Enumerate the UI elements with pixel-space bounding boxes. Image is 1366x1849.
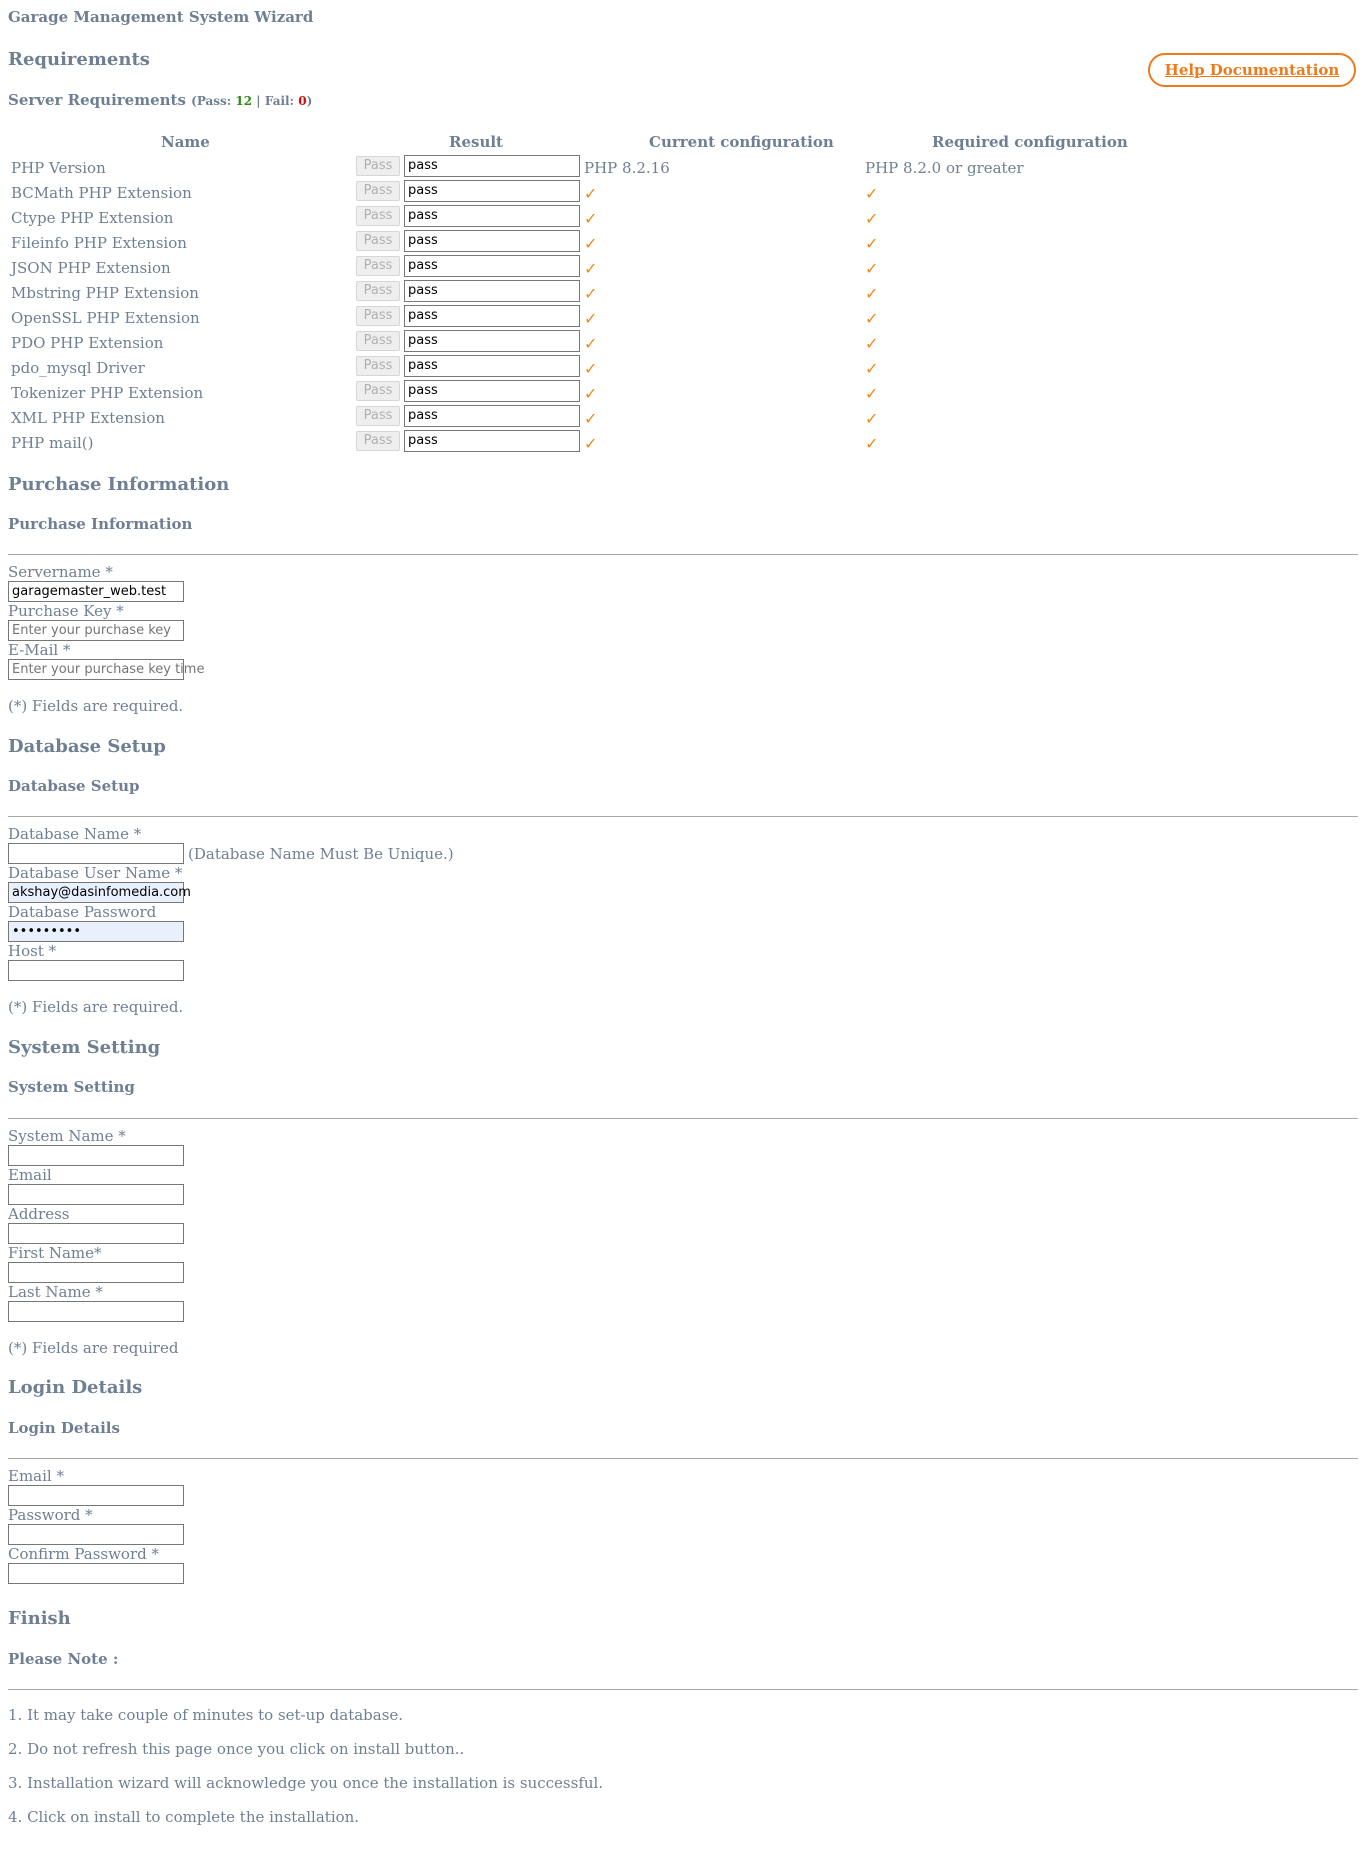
- check-icon: ✓: [584, 259, 598, 278]
- requirement-name: pdo_mysql Driver: [11, 359, 145, 377]
- result-input[interactable]: pass: [404, 430, 580, 452]
- purchase-key-input[interactable]: Enter your purchase key: [8, 620, 184, 641]
- finish-heading: Finish: [8, 1608, 71, 1629]
- check-icon: ✓: [865, 259, 879, 278]
- db-user-label: Database User Name *: [8, 864, 183, 882]
- result-input[interactable]: pass: [404, 255, 580, 277]
- current-config: PHP 8.2.16: [584, 159, 670, 177]
- db-name-hint: (Database Name Must Be Unique.): [188, 845, 454, 863]
- check-icon: ✓: [584, 434, 598, 453]
- check-icon: ✓: [865, 184, 879, 203]
- result-input[interactable]: pass: [404, 205, 580, 227]
- requirement-name: PDO PHP Extension: [11, 334, 164, 352]
- result-input[interactable]: pass: [404, 280, 580, 302]
- requirement-row: [8, 330, 1208, 355]
- note-item: 1. It may take couple of minutes to set-up database.: [8, 1706, 404, 1724]
- result-input[interactable]: pass: [404, 180, 580, 202]
- check-icon: ✓: [584, 209, 598, 228]
- requirement-row: [8, 355, 1208, 380]
- divider: [8, 1689, 1358, 1690]
- result-input[interactable]: pass: [404, 155, 580, 177]
- pass-button[interactable]: Pass: [356, 156, 400, 176]
- requirement-name: PHP Version: [11, 159, 106, 177]
- requirement-row: [8, 405, 1208, 430]
- purchase-required-note: (*) Fields are required.: [8, 697, 184, 715]
- system-name-input[interactable]: [8, 1145, 184, 1166]
- system-email-label: Email: [8, 1166, 52, 1184]
- confirm-password-input[interactable]: [8, 1563, 184, 1584]
- check-icon: ✓: [865, 434, 879, 453]
- requirement-row: [8, 205, 1208, 230]
- requirement-name: OpenSSL PHP Extension: [11, 309, 200, 327]
- login-subheading: Login Details: [8, 1419, 120, 1437]
- purchase-heading: Purchase Information: [8, 474, 230, 495]
- requirement-row: [8, 255, 1208, 280]
- check-icon: ✓: [584, 184, 598, 203]
- login-email-label: Email *: [8, 1467, 64, 1485]
- pass-button[interactable]: Pass: [356, 206, 400, 226]
- db-password-input[interactable]: •••••••••: [8, 921, 184, 942]
- first-name-label: First Name*: [8, 1244, 102, 1262]
- check-icon: ✓: [865, 409, 879, 428]
- host-input[interactable]: [8, 960, 184, 981]
- pass-count: 12: [235, 94, 253, 108]
- check-icon: ✓: [584, 359, 598, 378]
- check-icon: ✓: [865, 309, 879, 328]
- col-required: Required configuration: [932, 133, 1128, 151]
- pass-button[interactable]: Pass: [356, 181, 400, 201]
- system-heading: System Setting: [8, 1037, 161, 1058]
- system-required-note: (*) Fields are required: [8, 1339, 179, 1357]
- confirm-password-label: Confirm Password *: [8, 1545, 160, 1563]
- result-input[interactable]: pass: [404, 305, 580, 327]
- system-name-label: System Name *: [8, 1127, 126, 1145]
- result-input[interactable]: pass: [404, 380, 580, 402]
- check-icon: ✓: [584, 234, 598, 253]
- requirement-name: PHP mail(): [11, 434, 94, 452]
- pass-button[interactable]: Pass: [356, 356, 400, 376]
- check-icon: ✓: [865, 384, 879, 403]
- requirement-name: Fileinfo PHP Extension: [11, 234, 187, 252]
- col-current: Current configuration: [649, 133, 834, 151]
- result-input[interactable]: pass: [404, 230, 580, 252]
- db-password-label: Database Password: [8, 903, 157, 921]
- check-icon: ✓: [865, 234, 879, 253]
- database-required-note: (*) Fields are required.: [8, 998, 184, 1016]
- check-icon: ✓: [584, 309, 598, 328]
- pass-button[interactable]: Pass: [356, 306, 400, 326]
- result-input[interactable]: pass: [404, 330, 580, 352]
- server-requirements-title: [8, 91, 312, 109]
- last-name-input[interactable]: [8, 1301, 184, 1322]
- db-name-input[interactable]: [8, 843, 184, 864]
- db-user-input[interactable]: akshay@dasinfomedia.com: [8, 882, 184, 903]
- requirements-heading: Requirements: [8, 49, 150, 70]
- app-title: Garage Management System Wizard: [8, 8, 314, 26]
- divider: [8, 1118, 1358, 1119]
- check-icon: ✓: [865, 284, 879, 303]
- check-icon: ✓: [584, 409, 598, 428]
- host-label: Host *: [8, 942, 57, 960]
- requirement-row: [8, 180, 1208, 205]
- note-item: 2. Do not refresh this page once you click on install button..: [8, 1740, 465, 1758]
- result-input[interactable]: pass: [404, 355, 580, 377]
- pass-button[interactable]: Pass: [356, 381, 400, 401]
- requirement-name: JSON PHP Extension: [11, 259, 171, 277]
- requirement-name: XML PHP Extension: [11, 409, 165, 427]
- pass-fail-summary: (Pass: 12 | Fail: 0): [191, 94, 313, 108]
- db-name-label: Database Name *: [8, 825, 142, 843]
- check-icon: ✓: [865, 359, 879, 378]
- login-email-input[interactable]: [8, 1485, 184, 1506]
- database-heading: Database Setup: [8, 736, 166, 757]
- database-subheading: Database Setup: [8, 777, 140, 795]
- address-input[interactable]: [8, 1223, 184, 1244]
- check-icon: ✓: [865, 334, 879, 353]
- divider: [8, 816, 1358, 817]
- servername-input[interactable]: garagemaster_web.test: [8, 581, 184, 602]
- purchase-key-label: Purchase Key *: [8, 602, 124, 620]
- required-config: PHP 8.2.0 or greater: [865, 159, 1024, 177]
- requirement-row: [8, 380, 1208, 405]
- requirement-name: Mbstring PHP Extension: [11, 284, 199, 302]
- first-name-input[interactable]: [8, 1262, 184, 1283]
- fail-count: 0: [298, 94, 307, 108]
- check-icon: ✓: [584, 284, 598, 303]
- note-item: 4. Click on install to complete the installation.: [8, 1808, 360, 1826]
- pass-button[interactable]: Pass: [356, 281, 400, 301]
- purchase-email-input[interactable]: Enter your purchase key time: [8, 659, 184, 680]
- requirement-row: [8, 230, 1208, 255]
- email-label: E-Mail *: [8, 641, 71, 659]
- pass-button[interactable]: Pass: [356, 331, 400, 351]
- system-subheading: System Setting: [8, 1078, 135, 1096]
- requirement-row: [8, 155, 1208, 180]
- note-item: 3. Installation wizard will acknowledge you once the installation is successful.: [8, 1774, 604, 1792]
- col-result: Result: [449, 133, 503, 151]
- please-note-heading: Please Note :: [8, 1650, 119, 1668]
- pass-button[interactable]: Pass: [356, 431, 400, 451]
- check-icon: ✓: [584, 384, 598, 403]
- address-label: Address: [8, 1205, 70, 1223]
- purchase-subheading: Purchase Information: [8, 515, 193, 533]
- login-password-label: Password *: [8, 1506, 93, 1524]
- divider: [8, 554, 1358, 555]
- divider: [8, 1458, 1358, 1459]
- login-heading: Login Details: [8, 1377, 143, 1398]
- col-name: Name: [161, 133, 210, 151]
- requirement-name: Ctype PHP Extension: [11, 209, 174, 227]
- servername-label: Servername *: [8, 563, 113, 581]
- pass-button[interactable]: Pass: [356, 406, 400, 426]
- requirement-row: [8, 430, 1208, 455]
- pass-button[interactable]: Pass: [356, 231, 400, 251]
- server-requirements-label: Server Requirements: [8, 91, 186, 109]
- login-password-input[interactable]: [8, 1524, 184, 1545]
- requirement-row: [8, 280, 1208, 305]
- last-name-label: Last Name *: [8, 1283, 103, 1301]
- help-documentation-button[interactable]: Help Documentation: [1148, 53, 1356, 87]
- check-icon: ✓: [584, 334, 598, 353]
- check-icon: ✓: [865, 209, 879, 228]
- requirement-name: Tokenizer PHP Extension: [11, 384, 204, 402]
- requirement-row: [8, 305, 1208, 330]
- requirement-name: BCMath PHP Extension: [11, 184, 192, 202]
- pass-button[interactable]: Pass: [356, 256, 400, 276]
- system-email-input[interactable]: [8, 1184, 184, 1205]
- result-input[interactable]: pass: [404, 405, 580, 427]
